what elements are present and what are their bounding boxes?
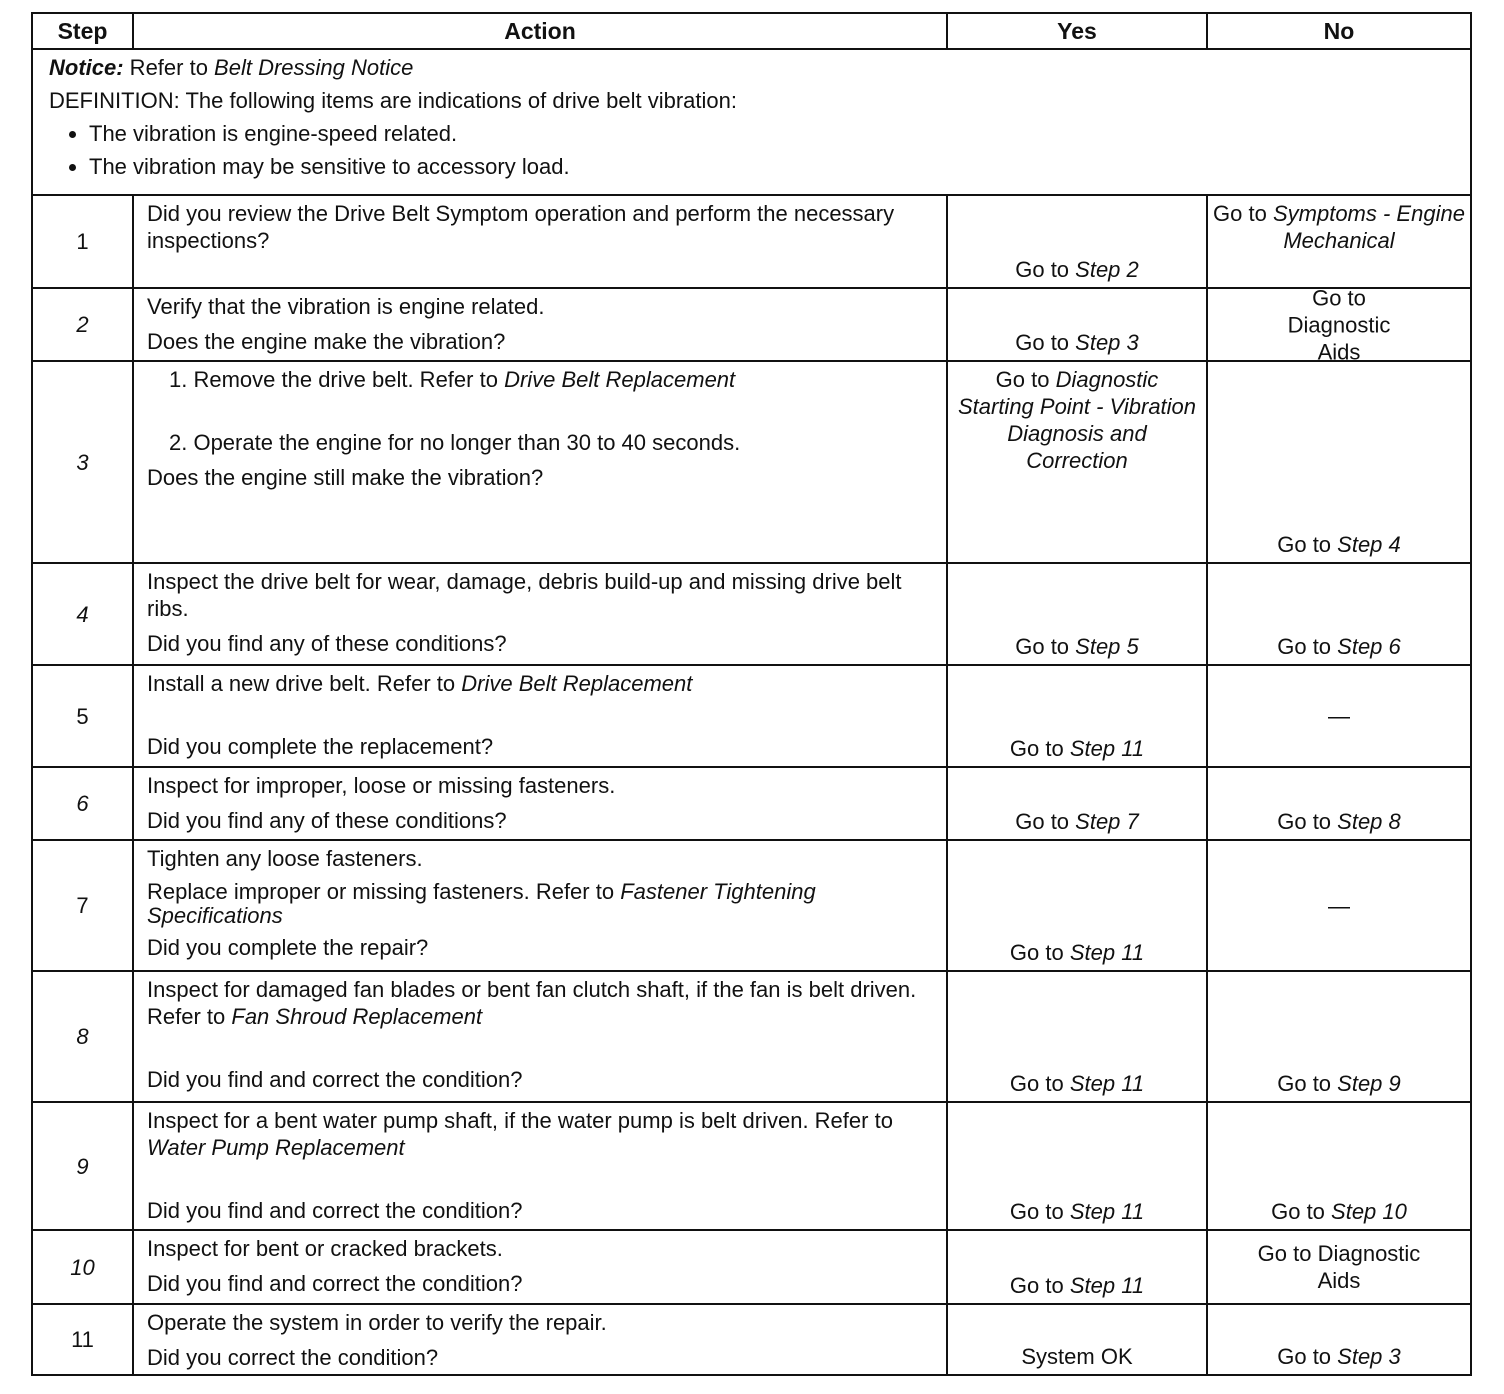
definition-text: DEFINITION: The following items are indications of drive belt vibration:: [49, 88, 737, 113]
yes-cell: [947, 840, 1207, 971]
yes-text: Go to Step 2: [1015, 257, 1139, 282]
action-cell: [133, 971, 947, 1102]
yes-cell: [947, 288, 1207, 361]
step-number: 4: [32, 563, 133, 665]
question-text: Did you find and correct the condition?: [147, 1271, 523, 1296]
no-text: Go to Step 4: [1277, 532, 1401, 557]
action-text: Operate the system in order to verify the repair.: [147, 1310, 607, 1335]
question-text: Did you find any of these conditions?: [147, 631, 507, 656]
question-text: Did you find and correct the condition?: [147, 1067, 523, 1092]
notice-ref: Belt Dressing Notice: [214, 55, 414, 80]
yes-text: Go to Step 3: [1015, 330, 1139, 355]
yes-cell: [947, 563, 1207, 665]
action-cell: [133, 361, 947, 563]
no-cell: [1207, 767, 1471, 840]
question-text: Does the engine make the vibration?: [147, 329, 506, 354]
yes-cell: [947, 1230, 1207, 1304]
no-text: —: [1328, 893, 1350, 918]
diagnostic-table: [31, 12, 1472, 1376]
no-cell: [1207, 840, 1471, 971]
action-cell: [133, 563, 947, 665]
action-cell: [133, 767, 947, 840]
no-cell: [1207, 563, 1471, 665]
no-cell: [1207, 971, 1471, 1102]
action-text: Did you review the Drive Belt Symptom operation and perform the necessary inspections?: [147, 201, 895, 253]
action-text: Inspect for bent or cracked brackets.: [147, 1236, 503, 1261]
header-yes: Yes: [947, 13, 1207, 49]
step-number: 10: [32, 1230, 133, 1304]
no-cell: [1207, 1102, 1471, 1230]
question-text: Did you find and correct the condition?: [147, 1198, 523, 1223]
header-row: [32, 13, 1471, 49]
step-number: 2: [32, 288, 133, 361]
notice-label: Notice:: [49, 55, 124, 80]
definition-bullet: • The vibration may be sensitive to accessory load.: [89, 153, 1456, 180]
action-text: Verify that the vibration is engine related.: [147, 294, 545, 319]
step-number: 5: [32, 665, 133, 767]
table-row: [32, 1230, 1471, 1304]
step-number: 9: [32, 1102, 133, 1230]
table-row: [32, 195, 1471, 288]
step-number: 6: [32, 767, 133, 840]
question-text: Did you complete the repair?: [147, 935, 429, 960]
no-cell: [1207, 665, 1471, 767]
no-text: Go to Step 8: [1277, 809, 1401, 834]
yes-cell: [947, 971, 1207, 1102]
yes-text: Go to Diagnostic Starting Point - Vibration Diagnosis and Correction: [957, 367, 1197, 473]
action-text: Inspect for damaged fan blades or bent fan clutch shaft, if the fan is belt driven. Refer to Fan Shroud Replacement: [147, 977, 917, 1029]
action-text: Inspect for a bent water pump shaft, if the water pump is belt driven. Refer to Water Pump Replacement: [147, 1108, 893, 1160]
notice-text: Refer to: [123, 55, 215, 80]
no-text: Go to Symptoms - Engine Mechanical: [1213, 201, 1465, 253]
step-number: 1: [32, 195, 133, 288]
no-cell: [1207, 195, 1471, 288]
yes-cell: [947, 1102, 1207, 1230]
action-text: Inspect the drive belt for wear, damage, debris build-up and missing drive belt ribs.: [147, 569, 902, 621]
question-text: Did you find any of these conditions?: [147, 808, 507, 833]
no-text: —: [1328, 703, 1350, 729]
action-cell: [133, 1102, 947, 1230]
yes-cell: [947, 665, 1207, 767]
step-number: 3: [32, 361, 133, 563]
table-row: [32, 971, 1471, 1102]
table-row: [32, 1102, 1471, 1230]
no-text: Go to Step 10: [1271, 1199, 1407, 1224]
action-cell: [133, 665, 947, 767]
no-cell: [1207, 285, 1471, 364]
header-step: Step: [32, 13, 133, 49]
yes-cell: [947, 767, 1207, 840]
step-number: 8: [32, 971, 133, 1102]
question-text: Did you correct the condition?: [147, 1345, 439, 1370]
action-text: Inspect for improper, loose or missing fasteners.: [147, 773, 616, 798]
action-cell: [133, 840, 947, 971]
yes-text: Go to Step 11: [1009, 1199, 1145, 1224]
yes-text: Go to Step 11: [1009, 940, 1145, 965]
question-text: Did you complete the replacement?: [147, 734, 494, 759]
definition-list: [49, 120, 1456, 180]
header-action: Action: [133, 13, 947, 49]
instruction-1: 1. Remove the drive belt. Refer to Drive Belt Replacement: [169, 367, 736, 392]
action-text: Install a new drive belt. Refer to Drive Belt Replacement: [147, 671, 693, 696]
no-cell: [1207, 1304, 1471, 1375]
question-text: Does the engine still make the vibration?: [147, 465, 544, 490]
no-text: Go to Diagnostic Aids: [1257, 1241, 1421, 1293]
yes-text: Go to Step 11: [1009, 1273, 1145, 1298]
yes-text: Go to Step 7: [1015, 809, 1139, 834]
notice-cell: [32, 49, 1471, 195]
action-text-2: Replace improper or missing fasteners. Refer to Fastener Tightening Specifications: [147, 879, 816, 928]
action-text: Tighten any loose fasteners.: [147, 846, 423, 871]
no-text: Go to Step 6: [1277, 634, 1401, 659]
table-row: [32, 840, 1471, 971]
table-row: [32, 288, 1471, 361]
yes-text: Go to Step 11: [1009, 736, 1145, 761]
action-cell: [133, 1230, 947, 1304]
no-text: Go to Step 9: [1277, 1071, 1401, 1096]
header-no: No: [1207, 13, 1471, 49]
yes-cell: [947, 361, 1207, 563]
action-cell: [133, 1304, 947, 1375]
instruction-2: 2. Operate the engine for no longer than 30 to 40 seconds.: [169, 430, 741, 455]
yes-cell: [947, 195, 1207, 288]
yes-cell: [947, 1304, 1207, 1375]
no-text: Go to Diagnostic Aids: [1287, 285, 1391, 364]
table-row: [32, 767, 1471, 840]
step-number: 7: [32, 840, 133, 971]
yes-text: Go to Step 11: [1009, 1071, 1145, 1096]
definition-bullet: • The vibration is engine-speed related.: [89, 120, 1456, 147]
notice-row: [32, 49, 1471, 195]
step-number: 11: [32, 1304, 133, 1375]
no-cell: [1207, 1230, 1471, 1304]
table-row: [32, 361, 1471, 563]
no-cell: [1207, 361, 1471, 563]
no-text: Go to Step 3: [1277, 1344, 1401, 1369]
table-row: [32, 665, 1471, 767]
table-row: [32, 563, 1471, 665]
table-row: [32, 1304, 1471, 1375]
yes-text: Go to Step 5: [1015, 634, 1139, 659]
yes-text: System OK: [1021, 1344, 1133, 1369]
action-cell: [133, 195, 947, 288]
action-cell: [133, 288, 947, 361]
